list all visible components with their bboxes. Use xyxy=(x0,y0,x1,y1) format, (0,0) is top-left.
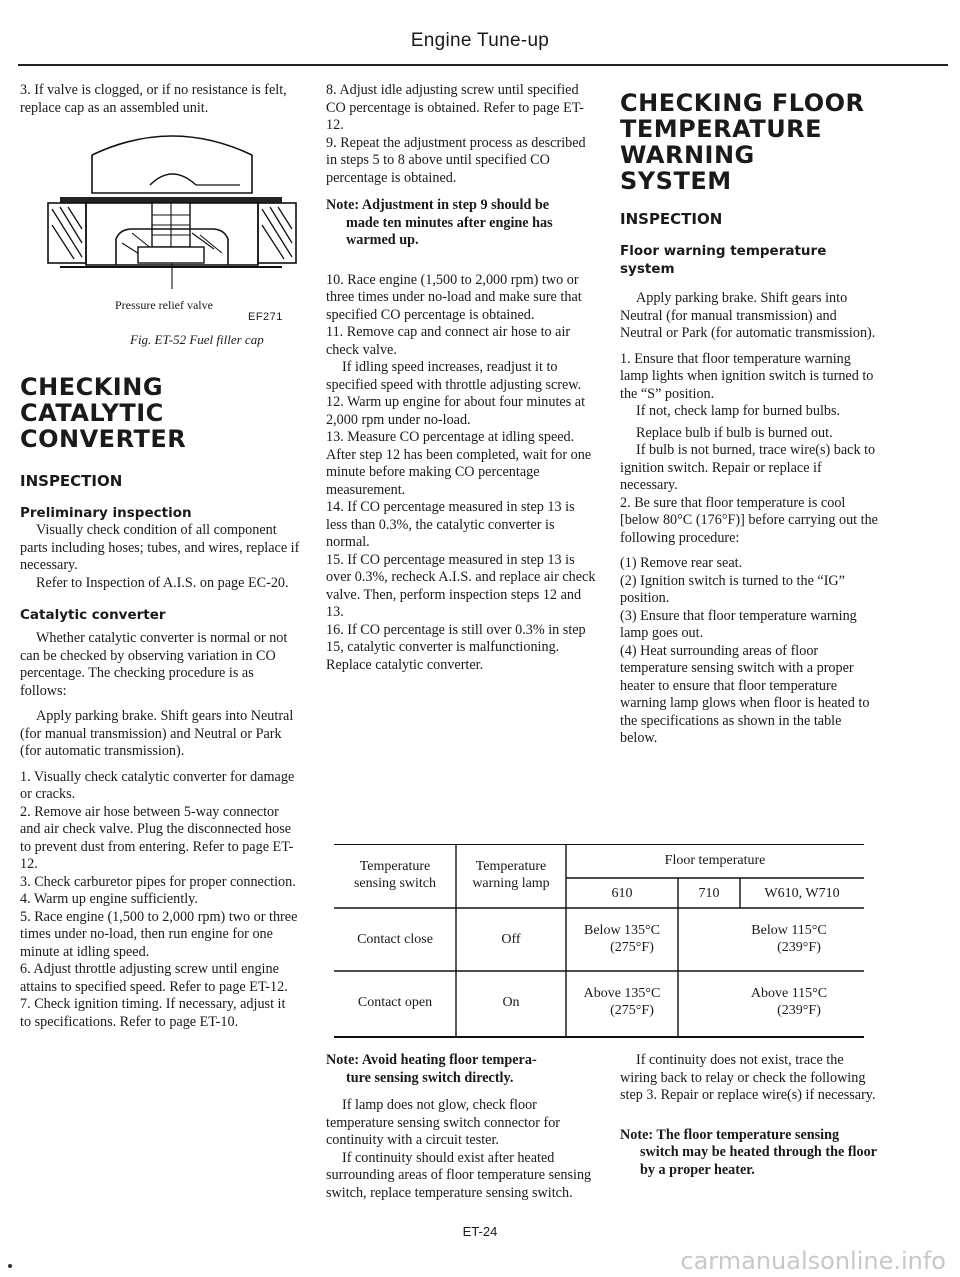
bottom-p1: If lamp does not glow, check floor temperature sensing switch connector for continuity with a circuit tester. xyxy=(326,1097,561,1148)
step-10: 10. Race engine (1,500 to 2,000 rpm) two or three times under no-load and make sure that specified CO percentage is obtained. xyxy=(326,271,582,323)
column-right xyxy=(620,82,882,748)
th-sensing-switch xyxy=(334,858,456,892)
cell-above-135 xyxy=(566,985,678,1019)
cell-above-135-c: Above 135°C xyxy=(583,986,661,1001)
step-9: 9. Repeat the adjustment process as described in steps 5 to 8 above until specified CO percentage is obtained. xyxy=(326,134,586,186)
cat-apply: Apply parking brake. Shift gears into Neutral (for manual transmission) and Neutral or Park (for automatic transmission). xyxy=(20,708,294,759)
note-avoid-first: Note: Avoid heating floor tempera- xyxy=(326,1052,537,1068)
prelim-ref: Refer to Inspection of A.I.S. on page EC-20. xyxy=(36,574,289,591)
cell-contact-open: Contact open xyxy=(357,995,433,1010)
floor-apply: Apply parking brake. Shift gears into Neutral (for manual transmission) and Neutral or Park (for automatic transmission). xyxy=(620,290,876,341)
bottom-p3: If continuity does not exist, trace the wiring back to relay or check the following step 3. Repair or replace wire(s) if necessary. xyxy=(620,1052,876,1103)
floor-temperature-table xyxy=(334,844,864,1038)
catalytic-inspection-heading: INSPECTION xyxy=(20,472,123,490)
cat-step-4: 4. Warm up engine sufficiently. xyxy=(20,891,198,907)
note-step-9 xyxy=(326,197,598,250)
note-step-9-rest: made ten minutes after engine has warmed up. xyxy=(346,214,553,248)
cat-step-6: 6. Adjust throttle adjusting screw until engine attains to specified speed. Refer to page ET-12. xyxy=(20,961,288,995)
valve-step-3: 3. If valve is clogged, or if no resistance is felt, replace cap as an assembled unit. xyxy=(20,82,287,116)
floor-warning-temp-heading: Floor warning temperature system xyxy=(620,243,827,277)
floor-sub-1: (1) Remove rear seat. xyxy=(620,555,743,571)
cat-text: Whether catalytic converter is normal or not can be checked by observing variation in CO percentage. The checking procedure is as follows: xyxy=(20,630,288,699)
step-11b: If idling speed increases, readjust it to specified speed with throttle adjusting screw. xyxy=(326,359,582,393)
th-warning-lamp xyxy=(456,858,566,892)
th-710: 710 xyxy=(698,886,720,901)
step-12: 12. Warm up engine for about four minutes at 2,000 rpm under no-load. xyxy=(326,394,586,428)
th-lamp-line-2: warning lamp xyxy=(472,876,550,891)
th-610: 610 xyxy=(611,886,633,901)
prelim-text: Visually check condition of all component parts including hoses; tubes, and wires, replace if necessary. xyxy=(20,522,300,573)
th-sensing-line-2: sensing switch xyxy=(353,876,437,891)
watermark: carmanualsonline.info xyxy=(680,1247,946,1275)
preliminary-inspection-heading: Preliminary inspection xyxy=(20,505,192,521)
column-left xyxy=(20,82,300,1031)
figure-label: Pressure relief valve xyxy=(115,298,213,312)
step-13: 13. Measure CO percentage at idling speed. After step 12 has been completed, wait for one minute before making CO percentage measurement. xyxy=(326,429,592,498)
bottom-p2: If continuity should exist after heated surrounding areas of floor temperature sensing switch, replace temperature sensing switch. xyxy=(326,1149,592,1201)
catalytic-heading: CHECKING CATALYTIC CONVERTER xyxy=(20,373,187,453)
fuel-filler-cap-diagram xyxy=(20,125,300,300)
note-avoid-rest: ture sensing switch directly. xyxy=(346,1069,514,1086)
floor-sub-3: (3) Ensure that floor temperature warning lamp goes out. xyxy=(620,607,857,641)
floor-inspection-heading: INSPECTION xyxy=(620,210,723,228)
floor-step-2: 2. Be sure that floor temperature is cool [below 80°C (176°F)] before carrying out the following procedure: xyxy=(620,494,878,546)
fuel-filler-cap-figure xyxy=(20,125,300,347)
cell-on: On xyxy=(502,995,520,1010)
note-heated-first: Note: The floor temperature sensing xyxy=(620,1126,840,1143)
note-step-9-first: Note: Adjustment in step 9 should be xyxy=(326,197,550,213)
page-header: Engine Tune-up xyxy=(410,30,550,51)
column-middle xyxy=(326,82,598,674)
th-w610-w710: W610, W710 xyxy=(764,886,840,901)
page-number: ET-24 xyxy=(462,1224,498,1239)
th-lamp-line-1: Temperature xyxy=(475,859,547,874)
figure-caption: Fig. ET-52 Fuel filler cap xyxy=(130,332,264,347)
catalytic-converter-heading: Catalytic converter xyxy=(20,607,166,623)
cat-step-5: 5. Race engine (1,500 to 2,000 rpm) two or three times under no-load, then run engine for one minute at idling speed. xyxy=(20,908,298,960)
cell-below-115-f: (239°F) xyxy=(777,940,821,955)
cat-step-7: 7. Check ignition timing. If necessary, adjust it to specifications. Refer to page ET-10. xyxy=(20,996,286,1030)
step-8: 8. Adjust idle adjusting screw until specified CO percentage is obtained. Refer to page ET-12. xyxy=(326,82,584,133)
step-15: 15. If CO percentage measured in step 13 is over 0.3%, recheck A.I.S. and replace air check valve. Then, perform inspection steps 12 and 13. xyxy=(326,551,596,620)
cell-below-115-c: Below 115°C xyxy=(751,923,827,938)
cell-below-135 xyxy=(566,922,678,956)
cell-above-135-f: (275°F) xyxy=(610,1003,654,1018)
floor-step-1b: If not, check lamp for burned bulbs. xyxy=(636,403,841,419)
step-11: 11. Remove cap and connect air hose to air check valve. xyxy=(326,324,571,358)
floor-warning-heading: CHECKING FLOOR TEMPERATURE WARNING SYSTEM xyxy=(620,89,865,195)
floor-step-1: 1. Ensure that floor temperature warning lamp lights when ignition switch is turned to the “S” position. xyxy=(620,350,874,402)
bottom-right-text xyxy=(620,1052,882,1187)
floor-step-1c: Replace bulb if bulb is burned out. xyxy=(636,424,833,441)
cell-above-115-f: (239°F) xyxy=(777,1003,821,1018)
cell-above-115 xyxy=(714,985,864,1019)
step-16: 16. If CO percentage is still over 0.3% in step 15, catalytic converter is malfunctioning. Replace catalytic converter. xyxy=(326,621,586,673)
cell-off: Off xyxy=(501,932,521,947)
note-heated-rest: switch may be heated through the floor by a proper heater. xyxy=(640,1144,877,1178)
note-heated-floor xyxy=(620,1127,882,1180)
cat-step-2: 2. Remove air hose between 5-way connector and air check valve. Plug the disconnected hose to prevent dust from entering. Refer to page ET-12. xyxy=(20,803,294,872)
bottom-left-text xyxy=(326,1052,596,1202)
cell-below-135-c: Below 135°C xyxy=(584,923,660,938)
cell-below-115 xyxy=(714,922,864,956)
th-floor-temperature: Floor temperature xyxy=(664,853,766,868)
floor-step-1d: If bulb is not burned, trace wire(s) back to ignition switch. Repair or replace if necessary. xyxy=(620,442,876,493)
scan-mark xyxy=(8,1264,12,1268)
header-rule xyxy=(18,64,948,66)
cell-contact-close: Contact close xyxy=(357,932,433,947)
cell-above-115-c: Above 115°C xyxy=(750,986,828,1001)
figure-code: EF271 xyxy=(248,311,283,323)
floor-sub-2: (2) Ignition switch is turned to the “IG” position. xyxy=(620,572,845,606)
floor-sub-4: (4) Heat surrounding areas of floor temperature sensing switch with a proper heater to ensure that floor temperature warning lamp glows when floor is heated to the specifications as shown in the table below. xyxy=(620,642,870,746)
cat-step-3: 3. Check carburetor pipes for proper connection. xyxy=(20,873,296,890)
th-sensing-line-1: Temperature xyxy=(359,859,431,874)
note-avoid-heating xyxy=(326,1052,596,1087)
cat-step-1: 1. Visually check catalytic converter for damage or cracks. xyxy=(20,768,295,802)
cell-below-135-f: (275°F) xyxy=(610,940,654,955)
step-14: 14. If CO percentage measured in step 13 is less than 0.3%, the catalytic converter is normal. xyxy=(326,499,575,550)
